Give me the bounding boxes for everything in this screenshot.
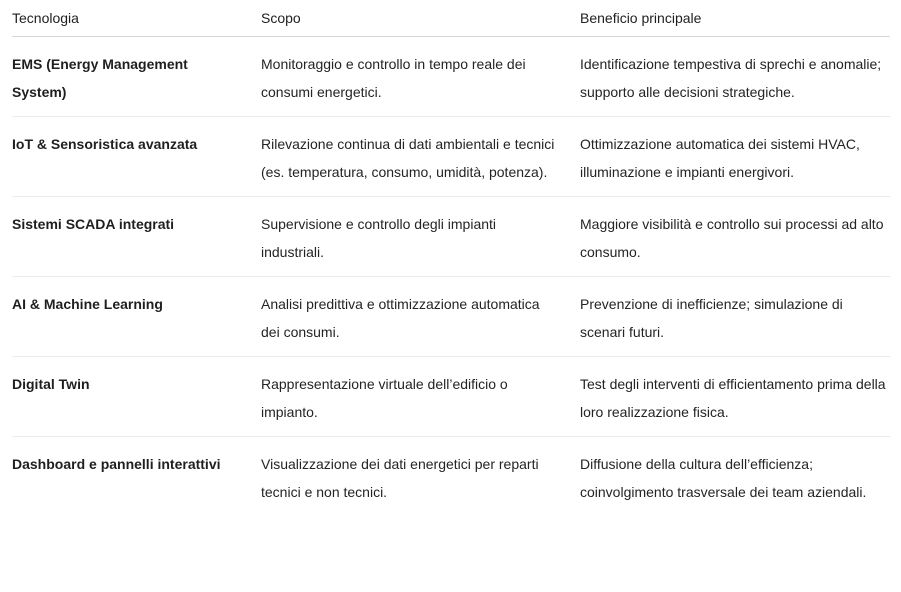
table-row (12, 117, 890, 197)
table-header-row (12, 0, 890, 37)
cell-scopo: Visualizzazione dei dati energetici per reparti tecnici e non tecnici. (261, 456, 539, 500)
cell-scopo: Monitoraggio e controllo in tempo reale dei consumi energetici. (261, 56, 526, 100)
cell-beneficio: Ottimizzazione automatica dei sistemi HVAC, illuminazione e impianti energivori. (580, 136, 860, 180)
cell-scopo: Supervisione e controllo degli impianti industriali. (261, 216, 497, 260)
cell-tecnologia: AI & Machine Learning (12, 296, 163, 312)
cell-beneficio: Identificazione tempestiva di sprechi e anomalie; supporto alle decisioni strategiche. (580, 56, 882, 100)
header-tecnologia: Tecnologia (12, 10, 79, 26)
cell-beneficio: Maggiore visibilità e controllo sui processi ad alto consumo. (580, 216, 884, 260)
header-beneficio: Beneficio principale (580, 10, 702, 26)
table-row (12, 197, 890, 277)
cell-beneficio: Diffusione della cultura dell’efficienza; coinvolgimento trasversale dei team aziendali. (580, 456, 867, 500)
cell-scopo: Rilevazione continua di dati ambientali e tecnici (es. temperatura, consumo, umidità, potenza). (261, 136, 555, 180)
header-scopo: Scopo (261, 10, 301, 26)
technology-table (12, 0, 890, 516)
cell-beneficio: Test degli interventi di efficientamento prima della loro realizzazione fisica. (580, 376, 886, 420)
cell-tecnologia: IoT & Sensoristica avanzata (12, 136, 198, 152)
table-row (12, 437, 890, 516)
table-row (12, 37, 890, 117)
cell-tecnologia: Dashboard e pannelli interattivi (12, 456, 221, 472)
cell-scopo: Rappresentazione virtuale dell’edificio o impianto. (261, 376, 508, 420)
cell-tecnologia: Sistemi SCADA integrati (12, 216, 175, 232)
table-row (12, 357, 890, 437)
cell-beneficio: Prevenzione di inefficienze; simulazione di scenari futuri. (580, 296, 843, 340)
cell-tecnologia: EMS (Energy Management System) (12, 56, 188, 100)
cell-tecnologia: Digital Twin (12, 376, 90, 392)
cell-scopo: Analisi predittiva e ottimizzazione automatica dei consumi. (261, 296, 540, 340)
table-row (12, 277, 890, 357)
